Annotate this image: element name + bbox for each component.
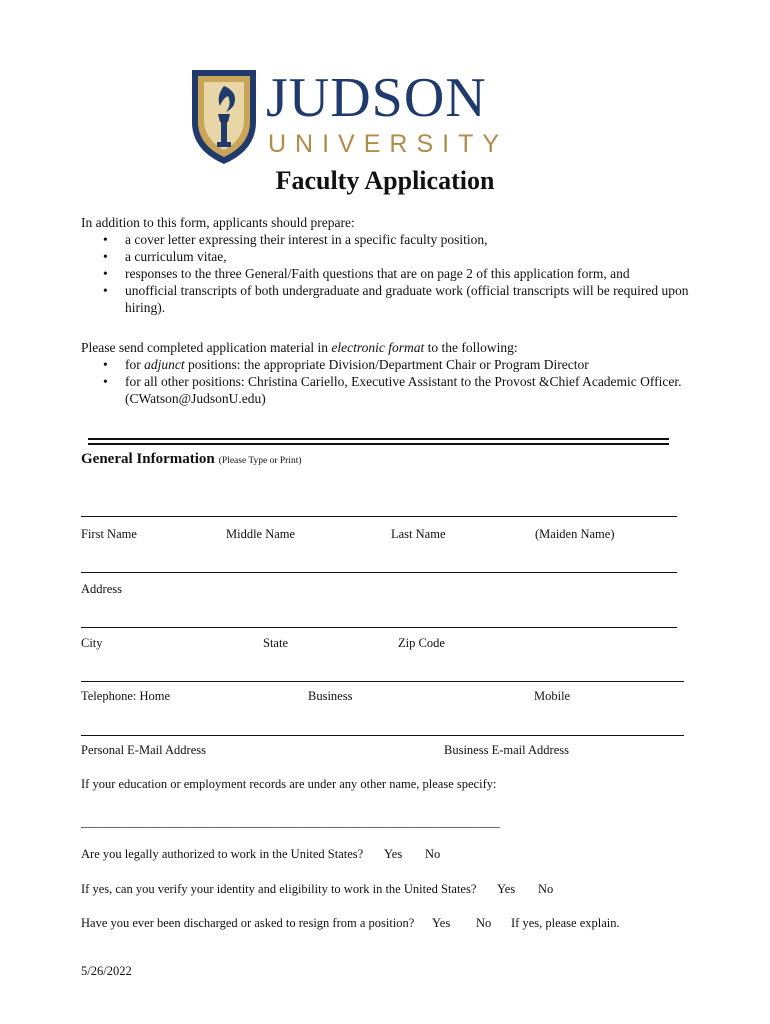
footer-date: 5/26/2022 — [81, 964, 132, 978]
provost-contact[interactable]: for all other positions: Christina Cariello, Executive Assistant to the Provost &Chief Academic Officer. (CWatson@JudsonU.edu) — [125, 374, 682, 406]
q1-yes-option[interactable]: Yes — [384, 847, 403, 861]
logo-wordmark: JUDSON — [266, 67, 487, 129]
list-item: • responses to the three General/Faith questions that are on page 2 of this application form, and — [103, 266, 630, 281]
q2-no-option[interactable]: No — [538, 882, 554, 896]
send-section — [81, 339, 691, 407]
list-item: • unofficial transcripts of both undergraduate and graduate work (official transcripts will be required upon hiring). — [103, 283, 689, 315]
q2-yes-option[interactable]: Yes — [497, 882, 516, 896]
list-item: • a curriculum vitae, — [103, 249, 227, 264]
explain-prompt: If yes, please explain. — [511, 916, 620, 930]
zip-label: Zip Code — [398, 636, 445, 650]
divider — [88, 438, 669, 440]
send-bullet-list — [81, 356, 691, 407]
business-phone-label: Business — [308, 689, 353, 703]
telephone-input-line[interactable] — [81, 681, 684, 682]
maiden-name-label: (Maiden Name) — [535, 527, 615, 541]
q3-no-option[interactable]: No — [476, 916, 492, 930]
university-logo — [186, 62, 522, 166]
q1-no-option[interactable]: No — [425, 847, 441, 861]
last-name-label: Last Name — [391, 527, 446, 541]
intro-bullet-list — [81, 231, 691, 316]
address-label: Address — [81, 582, 122, 596]
list-item: • for adjunct positions: the appropriate Division/Department Chair or Program Director — [103, 357, 589, 372]
send-lead: Please send completed application material in electronic format to the following: — [81, 340, 518, 355]
list-item: • a cover letter expressing their interest in a specific faculty position, — [103, 232, 488, 247]
personal-email-label: Personal E-Mail Address — [81, 743, 206, 757]
q3-yes-option[interactable]: Yes — [432, 916, 451, 930]
work-authorization-question: Are you legally authorized to work in the United States? — [81, 847, 364, 861]
city-label: City — [81, 636, 103, 650]
telephone-home-label: Telephone: Home — [81, 689, 171, 703]
mobile-label: Mobile — [534, 689, 571, 703]
first-name-label: First Name — [81, 527, 137, 541]
torch-shield-icon — [186, 62, 262, 166]
section-title: General Information — [81, 451, 215, 467]
logo-subword: UNIVERSITY — [268, 130, 509, 158]
name-input-line[interactable] — [81, 516, 677, 517]
divider — [88, 443, 669, 445]
email-input-line[interactable] — [81, 735, 684, 736]
business-email-label: Business E-mail Address — [444, 743, 569, 757]
state-label: State — [263, 636, 288, 650]
city-input-line[interactable] — [81, 627, 677, 628]
address-input-line[interactable] — [81, 572, 677, 573]
discharged-question: Have you ever been discharged or asked to resign from a position? — [81, 916, 415, 930]
intro-lead: In addition to this form, applicants should prepare: — [81, 215, 355, 230]
verify-identity-question: If yes, can you verify your identity and eligibility to work in the United States? — [81, 882, 477, 896]
other-name-question: If your education or employment records are under any other name, please specify: — [81, 777, 497, 791]
intro-section — [81, 214, 691, 316]
section-heading — [81, 450, 302, 468]
page-title: Faculty Application — [275, 166, 495, 195]
list-item: • for all other positions: Christina Cariello, Executive Assistant to the Provost &Chief Academic Officer. (CWatson@JudsonU.edu) — [103, 374, 682, 406]
middle-name-label: Middle Name — [226, 527, 296, 541]
other-name-blank[interactable]: ___________________________________________________________________ — [81, 815, 500, 829]
section-note: (Please Type or Print) — [218, 456, 302, 466]
